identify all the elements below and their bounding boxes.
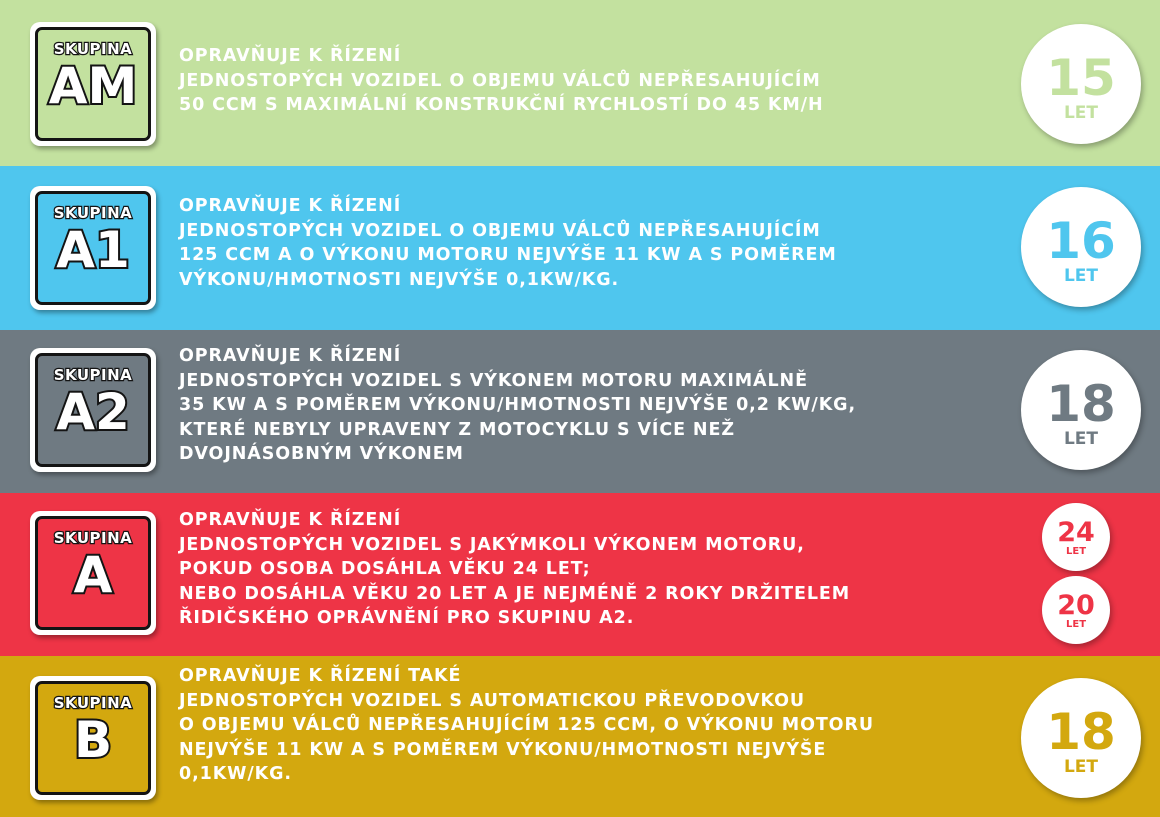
description-line: NEJVÝŠE 11 KW A S POMĚREM VÝKONU/HMOTNOSTI NEJVÝŠE: [179, 739, 827, 760]
group-heading: OPRAVŇUJE K ŘÍZENÍ: [179, 46, 402, 66]
group-description: [179, 508, 999, 631]
badge-frame: [35, 516, 151, 630]
badge-frame: [35, 27, 151, 141]
group-band-a1: [0, 166, 1160, 330]
badge-code: A1: [56, 221, 130, 279]
description-line: JEDNOSTOPÝCH VOZIDEL S VÝKONEM MOTORU MAXIMÁLNĚ: [179, 370, 808, 391]
age-circle: [1042, 576, 1110, 644]
group-badge-a: [30, 511, 156, 635]
group-band-a2: [0, 330, 1160, 493]
age-value: 18: [1046, 374, 1116, 433]
description-line: ŘIDIČSKÉHO OPRÁVNĚNÍ PRO SKUPINU A2.: [179, 608, 635, 628]
badge-word: SKUPINA: [53, 529, 133, 547]
badge-word: SKUPINA: [53, 694, 133, 712]
group-badge-b: [30, 676, 156, 800]
group-description: [179, 344, 999, 467]
badge-word: SKUPINA: [53, 40, 133, 58]
group-description: [179, 44, 999, 118]
age-value: 16: [1046, 211, 1116, 270]
description-line: POKUD OSOBA DOSÁHLA VĚKU 24 LET;: [179, 559, 591, 579]
age-unit: LET: [1063, 102, 1099, 123]
badge-frame: [35, 681, 151, 795]
description-line: KTERÉ NEBYLY UPRAVENY Z MOTOCYKLU S VÍCE NEŽ: [179, 419, 735, 440]
badge-code: A2: [56, 383, 130, 441]
badge-code: B: [73, 711, 113, 769]
description-line: 125 CCM A O VÝKONU MOTORU NEJVÝŠE 11 KW A S POMĚREM: [179, 245, 837, 265]
group-heading: OPRAVŇUJE K ŘÍZENÍ: [179, 346, 402, 366]
description-line: JEDNOSTOPÝCH VOZIDEL S AUTOMATICKOU PŘEVODOVKOU: [179, 690, 806, 711]
badge-frame: [35, 353, 151, 467]
badge-word: SKUPINA: [53, 366, 133, 384]
age-value: 15: [1046, 48, 1116, 107]
badge-code: AM: [48, 57, 138, 115]
age-unit: LET: [1063, 428, 1099, 449]
age-value: 24: [1057, 517, 1095, 548]
badge-frame: [35, 191, 151, 305]
group-heading: OPRAVŇUJE K ŘÍZENÍ: [179, 196, 402, 216]
description-line: 50 CCM S MAXIMÁLNÍ KONSTRUKČNÍ RYCHLOSTÍ DO 45 KM/H: [179, 95, 824, 115]
age-value: 20: [1057, 590, 1095, 621]
age-unit: LET: [1063, 756, 1099, 777]
group-badge-a1: [30, 186, 156, 310]
age-circle: [1042, 503, 1110, 571]
group-band-am: [0, 0, 1160, 166]
description-line: JEDNOSTOPÝCH VOZIDEL S JAKÝMKOLI VÝKONEM MOTORU,: [179, 534, 805, 555]
description-line: DVOJNÁSOBNÝM VÝKONEM: [179, 444, 464, 464]
group-badge-am: [30, 22, 156, 146]
description-line: VÝKONU/HMOTNOSTI NEJVÝŠE 0,1KW/KG.: [179, 269, 620, 290]
group-badge-a2: [30, 348, 156, 472]
description-line: 0,1KW/KG.: [179, 764, 292, 784]
age-circle: [1021, 187, 1141, 307]
description-line: O OBJEMU VÁLCŮ NEPŘESAHUJÍCÍM 125 CCM, O VÝKONU MOTORU: [179, 715, 874, 735]
group-band-b: [0, 656, 1160, 817]
badge-word: SKUPINA: [53, 204, 133, 222]
age-circle: [1021, 350, 1141, 470]
badge-code: A: [73, 546, 113, 604]
group-description: [179, 664, 999, 787]
age-value: 18: [1046, 702, 1116, 761]
age-unit: LET: [1063, 265, 1099, 286]
age-circle: [1021, 678, 1141, 798]
description-line: NEBO DOSÁHLA VĚKU 20 LET A JE NEJMÉNĚ 2 ROKY DRŽITELEM: [179, 583, 851, 604]
group-band-a: [0, 493, 1160, 656]
age-circle: [1021, 24, 1141, 144]
group-description: [179, 194, 999, 292]
age-unit: LET: [1065, 546, 1087, 557]
group-heading: OPRAVŇUJE K ŘÍZENÍ: [179, 510, 402, 530]
group-heading: OPRAVŇUJE K ŘÍZENÍ TAKÉ: [179, 666, 462, 686]
description-line: JEDNOSTOPÝCH VOZIDEL O OBJEMU VÁLCŮ NEPŘESAHUJÍCÍM: [179, 70, 821, 91]
age-unit: LET: [1065, 619, 1087, 630]
description-line: 35 KW A S POMĚREM VÝKONU/HMOTNOSTI NEJVÝŠE 0,2 KW/KG,: [179, 395, 856, 415]
description-line: JEDNOSTOPÝCH VOZIDEL O OBJEMU VÁLCŮ NEPŘESAHUJÍCÍM: [179, 220, 821, 241]
